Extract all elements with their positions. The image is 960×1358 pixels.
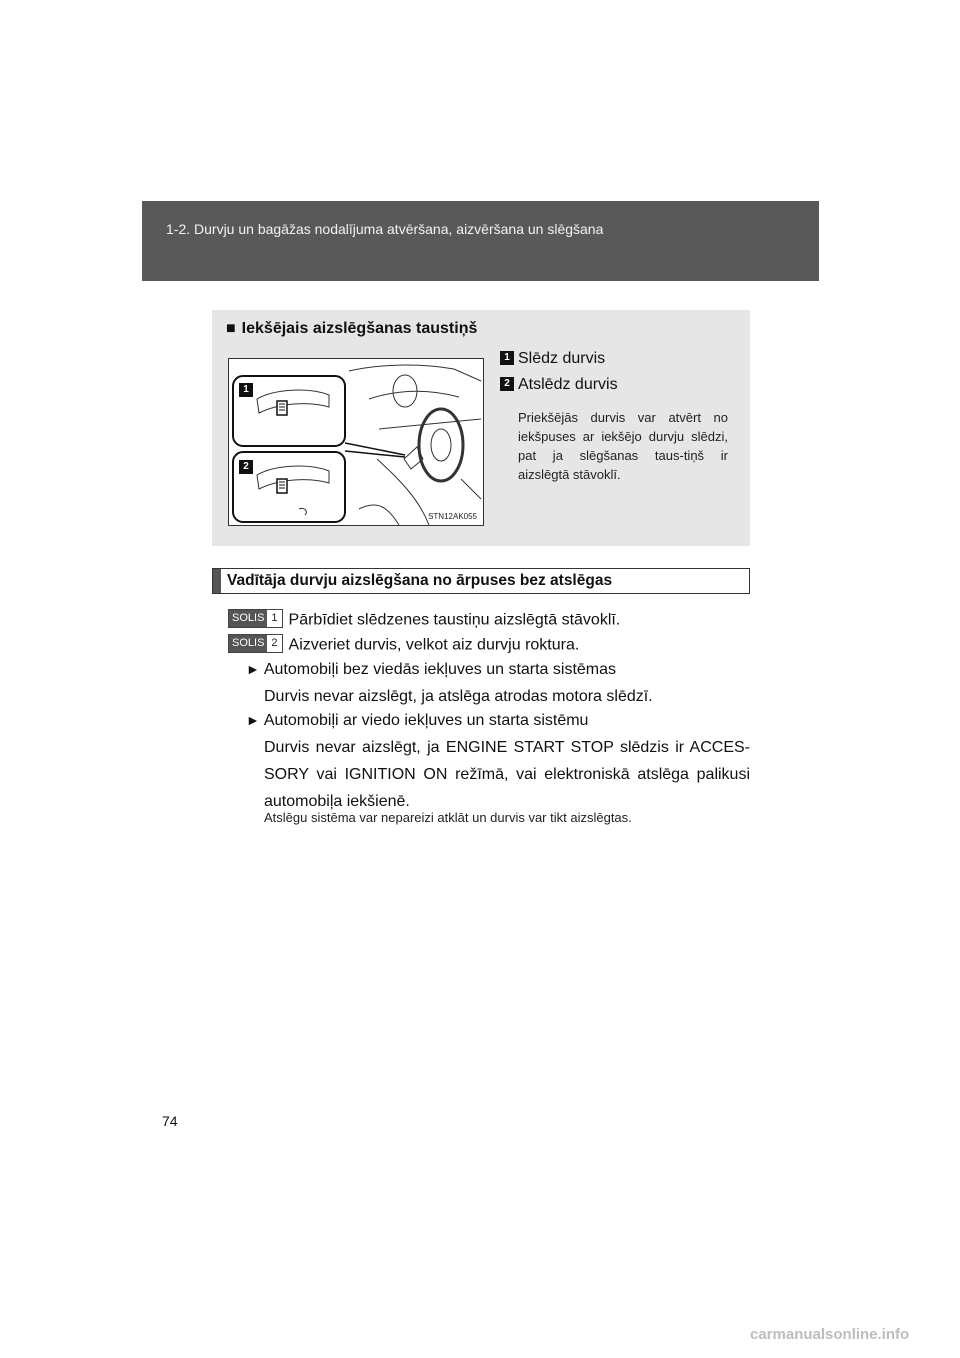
- callout-1-icon: 1: [239, 383, 253, 397]
- footnote: Atslēgu sistēma var nepareizi atklāt un durvis var tikt aizslēgtas.: [264, 810, 632, 825]
- condition-title: Automobiļi bez viedās iekļuves un starta sistēmas: [263, 661, 617, 678]
- square-bullet-icon: ■: [226, 320, 236, 337]
- step-text: Pārbīdiet slēdzenes taustiņu aizslēgtā stāvoklī.: [288, 611, 621, 629]
- info-box-title: [226, 320, 477, 338]
- condition-heading: [246, 712, 588, 730]
- number-1-icon: 1: [500, 351, 514, 365]
- step-badge: [228, 634, 283, 653]
- step-badge-number: 1: [267, 610, 281, 627]
- step-badge-label: SOLIS: [229, 610, 267, 627]
- callout-2-icon: 2: [239, 460, 253, 474]
- condition-text: Durvis nevar aizslēgt, ja ENGINE START STOP slēdzis ir ACCES-SORY vai IGNITION ON režīmā, vai elektroniskā atslēga palikusi automobiļa iekšienē.: [264, 739, 750, 810]
- triangle-right-icon: ►: [246, 712, 260, 728]
- section-tab: [213, 569, 221, 593]
- condition-text: Durvis nevar aizslēgt, ja atslēga atrodas motora slēdzī.: [264, 688, 653, 705]
- chapter-title: 1-2. Durvju un bagāžas nodalījuma atvēršana, aizvēršana un slēgšana: [166, 221, 604, 237]
- step-badge-label: SOLIS: [229, 635, 267, 652]
- door-lock-illustration: [228, 358, 484, 526]
- watermark-text: carmanualsonline.info: [750, 1326, 910, 1343]
- triangle-right-icon: ►: [246, 661, 260, 677]
- chapter-header: [142, 201, 819, 281]
- condition-title: Automobiļi ar viedo iekļuves un starta sistēmu: [263, 712, 589, 729]
- number-2-icon: 2: [500, 377, 514, 391]
- step-2: [228, 636, 579, 655]
- condition-heading: [246, 661, 616, 679]
- legend-item-unlock: [500, 376, 618, 394]
- section-header: [212, 568, 750, 594]
- step-text: Aizveriet durvis, velkot aiz durvju roktura.: [288, 636, 580, 654]
- info-box: [212, 310, 750, 546]
- page-number: 74: [162, 1113, 178, 1129]
- step-1: [228, 611, 620, 630]
- legend-label: Slēdz durvis: [518, 350, 606, 367]
- illustration-code: STN12AK055: [428, 512, 477, 521]
- step-badge: [228, 609, 283, 628]
- step-badge-number: 2: [267, 635, 281, 652]
- info-box-title-text: Iekšējais aizslēgšanas taustiņš: [241, 320, 478, 337]
- section-title: Vadītāja durvju aizslēgšana no ārpuses bez atslēgas: [227, 572, 613, 589]
- legend-item-lock: [500, 350, 605, 368]
- info-box-note: Priekšējās durvis var atvērt no iekšpuses ar iekšējo durvju slēdzi, pat ja slēgšanas taus-tiņš ir aizslēgtā stāvoklī.: [518, 410, 728, 482]
- door-interior-drawing: [229, 359, 483, 525]
- legend-label: Atslēdz durvis: [518, 376, 618, 393]
